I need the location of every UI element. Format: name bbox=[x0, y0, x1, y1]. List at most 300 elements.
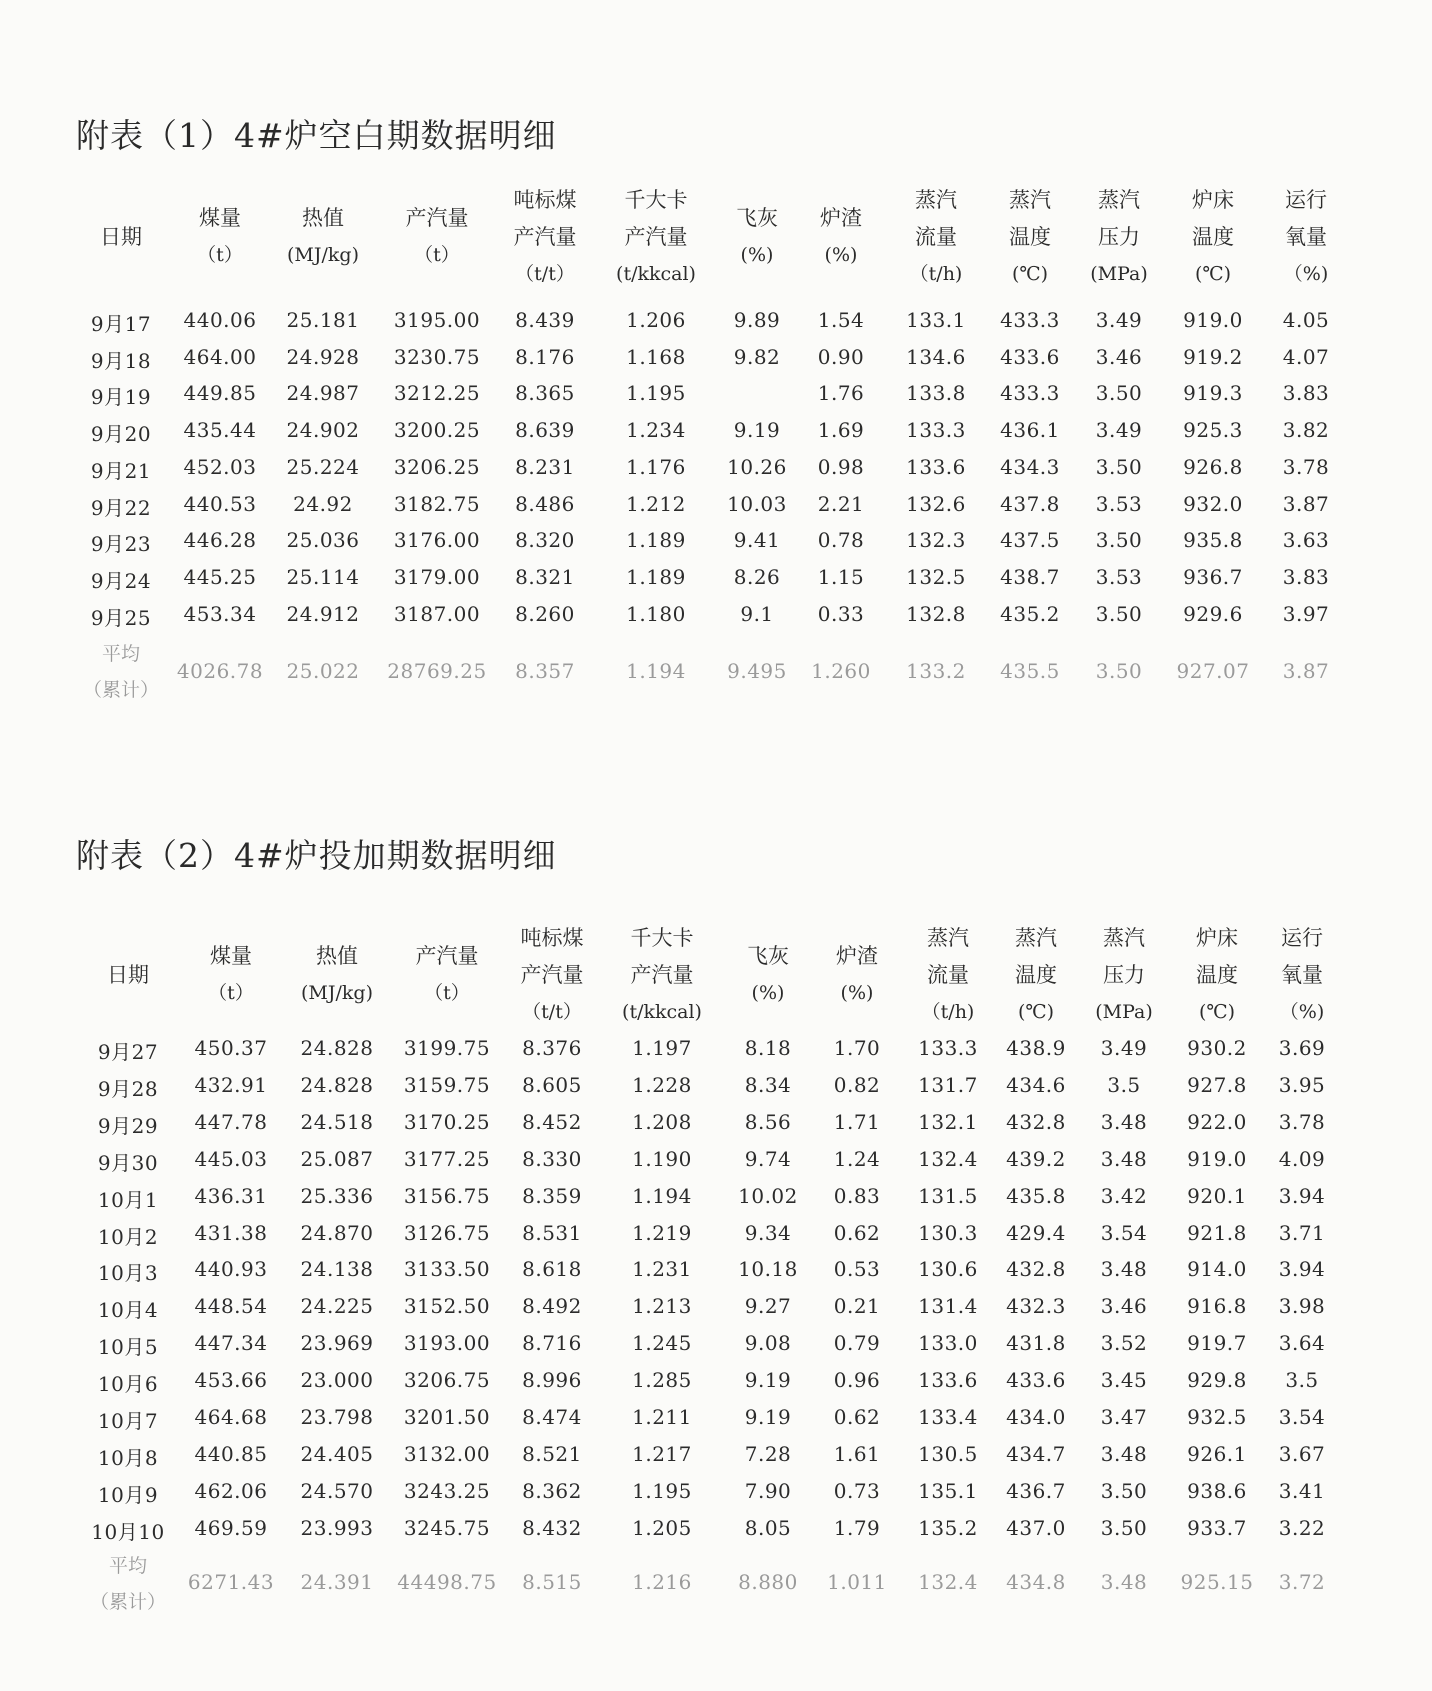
table-cell: 434.0 bbox=[1006, 1405, 1066, 1429]
table-cell: 3.45 bbox=[1100, 1368, 1148, 1393]
table-cell: 24.902 bbox=[286, 418, 360, 443]
table-cell: 130.5 bbox=[918, 1441, 978, 1466]
column-header bbox=[301, 938, 373, 1012]
table-cell: 919.2 bbox=[1183, 344, 1243, 369]
average-label-line: （累计） bbox=[89, 1591, 167, 1613]
average-cell: 133.2 bbox=[906, 659, 966, 683]
table-cell: 24.92 bbox=[293, 491, 353, 516]
table-cell: 0.62 bbox=[833, 1220, 881, 1245]
header-line: 温度 bbox=[1015, 963, 1057, 987]
average-label-line: （累计） bbox=[82, 679, 160, 701]
table-cell: 25.087 bbox=[300, 1146, 374, 1171]
header-line: （t/h) bbox=[921, 1001, 975, 1023]
table-cell: 0.33 bbox=[817, 601, 865, 626]
table-cell: 8.320 bbox=[515, 528, 575, 553]
row-date: 10月10 bbox=[91, 1519, 165, 1544]
table-cell: 3152.50 bbox=[403, 1294, 491, 1319]
table-cell: 469.59 bbox=[194, 1515, 268, 1540]
header-line: 产汽量 bbox=[415, 944, 479, 968]
table-cell: 8.260 bbox=[515, 601, 575, 626]
table-cell: 1.228 bbox=[632, 1072, 692, 1097]
table-cell: 429.4 bbox=[1006, 1220, 1066, 1245]
table-cell: 3.95 bbox=[1278, 1072, 1326, 1097]
table-cell: 8.330 bbox=[522, 1146, 582, 1171]
table-cell: 3.53 bbox=[1095, 564, 1143, 589]
table-cell: 0.79 bbox=[833, 1331, 881, 1356]
table-cell: 1.69 bbox=[817, 418, 865, 443]
table-cell: 447.34 bbox=[194, 1331, 268, 1356]
table-cell: 440.53 bbox=[183, 491, 257, 516]
table-cell: 132.1 bbox=[918, 1109, 978, 1134]
header-line: (%) bbox=[824, 244, 858, 266]
table-cell: 3.78 bbox=[1278, 1109, 1326, 1134]
table-cell: 919.0 bbox=[1183, 308, 1243, 332]
header-line: 煤量 bbox=[209, 944, 252, 968]
table-cell: 23.969 bbox=[300, 1331, 374, 1356]
header-line: 飞灰 bbox=[736, 206, 778, 230]
table-cell: 8.321 bbox=[515, 564, 575, 589]
table-cell: 3.46 bbox=[1100, 1294, 1148, 1319]
table-cell: 3212.25 bbox=[393, 381, 481, 406]
table-cell: 434.3 bbox=[1000, 454, 1060, 479]
header-line: 蒸汽 bbox=[1097, 188, 1140, 212]
table-cell: 926.8 bbox=[1183, 454, 1243, 479]
table-cell: 3.22 bbox=[1278, 1515, 1326, 1540]
header-line: 炉床 bbox=[1196, 926, 1238, 950]
header-line: 飞灰 bbox=[747, 944, 789, 968]
table-cell: 919.3 bbox=[1183, 381, 1243, 406]
column-header bbox=[736, 200, 778, 274]
table-cell: 3201.50 bbox=[403, 1405, 491, 1429]
table-cell: 3193.00 bbox=[403, 1331, 491, 1356]
table-cell: 432.8 bbox=[1006, 1257, 1066, 1282]
average-cell: 435.5 bbox=[1000, 659, 1060, 683]
table-cell: 8.605 bbox=[522, 1072, 582, 1097]
table-cell: 1.195 bbox=[626, 381, 686, 406]
header-line: 流量 bbox=[927, 963, 969, 987]
table-cell: 8.05 bbox=[744, 1515, 792, 1540]
table-cell: 8.439 bbox=[515, 308, 575, 332]
header-line: （t） bbox=[424, 982, 470, 1004]
header-line: 流量 bbox=[915, 225, 957, 249]
table-cell: 9.19 bbox=[744, 1405, 792, 1429]
table-cell: 1.71 bbox=[833, 1109, 881, 1134]
table-cell: 23.798 bbox=[300, 1405, 374, 1429]
table-cell: 8.18 bbox=[744, 1036, 792, 1060]
row-date: 9月27 bbox=[97, 1040, 159, 1064]
table-cell: 133.0 bbox=[918, 1331, 978, 1356]
row-date: 9月25 bbox=[90, 605, 152, 630]
average-cell: 44498.75 bbox=[397, 1570, 497, 1594]
average-cell: 8.515 bbox=[522, 1570, 582, 1594]
header-line: (℃) bbox=[1017, 1001, 1055, 1023]
table-cell: 3.46 bbox=[1095, 344, 1143, 369]
column-header bbox=[416, 938, 479, 1012]
column-header bbox=[100, 219, 142, 256]
table-cell: 8.231 bbox=[515, 454, 575, 479]
table-cell: 3.54 bbox=[1100, 1220, 1148, 1245]
table-cell: 434.7 bbox=[1006, 1441, 1066, 1466]
header-line: （t） bbox=[197, 244, 243, 266]
header-line: （t/t） bbox=[515, 263, 575, 285]
table-cell: 0.90 bbox=[817, 344, 865, 369]
table-cell: 8.176 bbox=[515, 344, 575, 369]
table-cell: 919.0 bbox=[1187, 1146, 1247, 1171]
column-header bbox=[747, 938, 789, 1012]
row-date: 9月29 bbox=[97, 1113, 159, 1138]
column-header bbox=[1095, 920, 1153, 1031]
column-header bbox=[406, 200, 469, 274]
table-cell: 3.47 bbox=[1100, 1405, 1148, 1429]
table-cell: 1.76 bbox=[817, 381, 865, 406]
table-cell: 8.376 bbox=[522, 1036, 582, 1060]
table-cell: 1.208 bbox=[632, 1109, 692, 1134]
table-cell: 431.8 bbox=[1006, 1331, 1066, 1356]
table-cell: 438.9 bbox=[1006, 1036, 1066, 1060]
average-cell: 9.495 bbox=[727, 659, 787, 683]
header-line: (t/kkcal) bbox=[622, 1001, 702, 1023]
table-cell: 1.231 bbox=[632, 1257, 692, 1282]
table-cell: 3170.25 bbox=[403, 1109, 491, 1134]
table-cell: 453.66 bbox=[194, 1368, 268, 1393]
header-line: （t/t） bbox=[522, 1001, 582, 1023]
table-cell: 8.474 bbox=[522, 1405, 582, 1429]
table-cell: 1.79 bbox=[833, 1515, 881, 1540]
header-line: 温度 bbox=[1196, 963, 1238, 987]
table-cell: 132.5 bbox=[906, 564, 966, 589]
row-date: 9月18 bbox=[90, 348, 152, 373]
table-cell: 24.138 bbox=[300, 1257, 374, 1282]
header-line: 运行 bbox=[1285, 188, 1327, 212]
table-cell: 10.26 bbox=[727, 454, 787, 479]
table-cell: 435.44 bbox=[183, 418, 257, 443]
column-header bbox=[836, 938, 878, 1012]
table-cell: 434.6 bbox=[1006, 1072, 1066, 1097]
header-line: （t） bbox=[414, 244, 460, 266]
row-date: 9月23 bbox=[90, 532, 152, 557]
table-cell: 432.91 bbox=[194, 1072, 268, 1097]
table-cell: 464.68 bbox=[194, 1405, 268, 1429]
column-header bbox=[197, 200, 243, 274]
table-cell: 3199.75 bbox=[403, 1036, 491, 1060]
table-cell: 24.518 bbox=[300, 1109, 374, 1134]
table-cell: 24.828 bbox=[300, 1036, 374, 1060]
table-cell: 133.1 bbox=[906, 308, 966, 332]
average-cell: 3.72 bbox=[1278, 1570, 1326, 1594]
column-header bbox=[616, 182, 696, 293]
average-cell: 434.8 bbox=[1006, 1570, 1066, 1594]
table-cell: 938.6 bbox=[1187, 1478, 1247, 1503]
table-cell: 3.5 bbox=[1285, 1368, 1319, 1393]
table-cell: 131.7 bbox=[918, 1072, 978, 1097]
table-cell: 933.7 bbox=[1187, 1515, 1247, 1540]
header-line: （t/h) bbox=[909, 263, 963, 285]
table-cell: 1.213 bbox=[632, 1294, 692, 1319]
row-date: 9月19 bbox=[90, 385, 152, 410]
table-cell: 8.362 bbox=[522, 1478, 582, 1503]
table-cell: 3.83 bbox=[1282, 381, 1330, 406]
table-cell: 3.48 bbox=[1100, 1441, 1148, 1466]
table-cell: 438.7 bbox=[1000, 564, 1060, 589]
table-cell: 1.176 bbox=[626, 454, 686, 479]
average-cell: 4026.78 bbox=[176, 659, 264, 683]
table-cell: 432.3 bbox=[1006, 1294, 1066, 1319]
table-cell: 25.114 bbox=[286, 564, 360, 589]
header-line: 蒸汽 bbox=[927, 926, 969, 950]
table-cell: 3.94 bbox=[1278, 1257, 1326, 1282]
table-cell: 3.50 bbox=[1095, 454, 1143, 479]
row-date: 9月17 bbox=[90, 312, 152, 336]
header-line: (t/kkcal) bbox=[616, 263, 696, 285]
row-date: 10月3 bbox=[97, 1261, 159, 1286]
table-cell: 132.4 bbox=[918, 1146, 978, 1171]
header-line: 千大卡 bbox=[630, 926, 694, 950]
table-cell: 9.74 bbox=[744, 1146, 792, 1171]
header-line: 产汽量 bbox=[513, 225, 577, 249]
header-line: 炉渣 bbox=[820, 206, 862, 230]
table-cell: 439.2 bbox=[1006, 1146, 1066, 1171]
table-cell: 3.69 bbox=[1278, 1036, 1326, 1060]
header-line: (℃) bbox=[1194, 263, 1232, 285]
row-date: 10月4 bbox=[97, 1298, 159, 1323]
row-date: 10月1 bbox=[97, 1187, 159, 1212]
average-label bbox=[90, 1548, 166, 1620]
row-date: 10月9 bbox=[97, 1482, 159, 1507]
table-cell: 9.41 bbox=[733, 528, 781, 553]
column-header bbox=[208, 938, 254, 1012]
table-cell: 3206.75 bbox=[403, 1368, 491, 1393]
column-header bbox=[1009, 182, 1051, 293]
table-cell: 9.19 bbox=[733, 418, 781, 443]
table-cell: 0.53 bbox=[833, 1257, 881, 1282]
table-cell: 3.71 bbox=[1278, 1220, 1326, 1245]
table-cell: 3.82 bbox=[1282, 418, 1330, 443]
table-cell: 431.38 bbox=[194, 1220, 268, 1245]
header-line: 炉床 bbox=[1192, 188, 1234, 212]
row-date: 10月8 bbox=[97, 1445, 159, 1470]
table-cell: 0.21 bbox=[833, 1294, 881, 1319]
table-cell: 3195.00 bbox=[393, 308, 481, 332]
table-cell: 0.82 bbox=[833, 1072, 881, 1097]
table-cell: 3182.75 bbox=[393, 491, 481, 516]
table-cell: 133.3 bbox=[918, 1036, 978, 1060]
table-cell: 935.8 bbox=[1183, 528, 1243, 553]
row-date: 9月21 bbox=[90, 458, 152, 483]
average-cell: 927.07 bbox=[1176, 659, 1250, 683]
table-cell: 7.28 bbox=[744, 1441, 792, 1466]
row-date: 10月6 bbox=[97, 1372, 159, 1397]
table-cell: 916.8 bbox=[1187, 1294, 1247, 1319]
table-cell: 7.90 bbox=[744, 1478, 792, 1503]
table-cell: 24.570 bbox=[300, 1478, 374, 1503]
header-line: 产汽量 bbox=[405, 206, 469, 230]
table-cell: 10.03 bbox=[727, 491, 787, 516]
table-cell: 1.197 bbox=[632, 1036, 692, 1060]
table-cell: 920.1 bbox=[1187, 1183, 1247, 1208]
table-cell: 1.61 bbox=[833, 1441, 881, 1466]
column-header bbox=[107, 957, 149, 994]
row-date: 9月30 bbox=[97, 1150, 159, 1175]
column-header bbox=[910, 182, 963, 293]
table-cell: 925.3 bbox=[1183, 418, 1243, 443]
average-cell: 925.15 bbox=[1180, 1570, 1254, 1594]
table-cell: 4.07 bbox=[1282, 344, 1330, 369]
table-cell: 0.98 bbox=[817, 454, 865, 479]
table-cell: 919.7 bbox=[1187, 1331, 1247, 1356]
table-cell: 3176.00 bbox=[393, 528, 481, 553]
header-line: (MJ/kg) bbox=[301, 982, 373, 1004]
table-cell: 8.56 bbox=[744, 1109, 792, 1134]
table-cell: 130.3 bbox=[918, 1220, 978, 1245]
header-line: 运行 bbox=[1281, 926, 1323, 950]
table-cell: 3.67 bbox=[1278, 1441, 1326, 1466]
table-cell: 0.96 bbox=[833, 1368, 881, 1393]
table-cell: 9.89 bbox=[733, 308, 781, 332]
table-cell: 8.34 bbox=[744, 1072, 792, 1097]
table-cell: 3.48 bbox=[1100, 1257, 1148, 1282]
table-cell: 3.50 bbox=[1100, 1478, 1148, 1503]
table-cell: 23.993 bbox=[300, 1515, 374, 1540]
column-header bbox=[922, 920, 975, 1031]
table-cell: 1.194 bbox=[632, 1183, 692, 1208]
table-cell: 1.54 bbox=[817, 308, 865, 332]
table-cell: 3156.75 bbox=[403, 1183, 491, 1208]
table-cell: 927.8 bbox=[1187, 1072, 1247, 1097]
header-line: (MPa) bbox=[1090, 263, 1148, 285]
average-cell: 132.4 bbox=[918, 1570, 978, 1594]
table-cell: 3159.75 bbox=[403, 1072, 491, 1097]
header-line: 千大卡 bbox=[624, 188, 688, 212]
table-cell: 436.31 bbox=[194, 1183, 268, 1208]
table-cell: 1.180 bbox=[626, 601, 686, 626]
table-cell: 134.6 bbox=[906, 344, 966, 369]
table-cell: 24.928 bbox=[286, 344, 360, 369]
average-label-line: 平均 bbox=[101, 643, 141, 665]
header-line: 蒸汽 bbox=[915, 188, 957, 212]
header-line: (%) bbox=[740, 244, 774, 266]
table-cell: 1.189 bbox=[626, 564, 686, 589]
table-cell: 3.94 bbox=[1278, 1183, 1326, 1208]
table-cell: 3.63 bbox=[1282, 528, 1330, 553]
table-cell: 929.8 bbox=[1187, 1368, 1247, 1393]
table-cell: 440.93 bbox=[194, 1257, 268, 1282]
table-cell: 24.405 bbox=[300, 1441, 374, 1466]
table-cell: 432.8 bbox=[1006, 1109, 1066, 1134]
average-cell: 1.260 bbox=[811, 659, 871, 683]
header-line: 压力 bbox=[1097, 225, 1140, 249]
table-cell: 3133.50 bbox=[403, 1257, 491, 1282]
table-cell: 3.49 bbox=[1100, 1036, 1148, 1060]
header-line: 炉渣 bbox=[836, 944, 878, 968]
header-line: 氧量 bbox=[1285, 225, 1327, 249]
table-cell: 8.26 bbox=[733, 564, 781, 589]
table-cell: 3.53 bbox=[1095, 491, 1143, 516]
table-cell: 1.195 bbox=[632, 1478, 692, 1503]
row-date: 10月5 bbox=[97, 1335, 159, 1360]
header-line: (℃) bbox=[1011, 263, 1049, 285]
header-line: 热值 bbox=[301, 206, 344, 230]
header-line: （%) bbox=[1279, 1001, 1325, 1023]
average-cell: 3.48 bbox=[1100, 1570, 1148, 1594]
column-header bbox=[1280, 920, 1324, 1031]
row-date: 9月24 bbox=[90, 568, 152, 593]
table-cell: 8.365 bbox=[515, 381, 575, 406]
table-cell: 9.82 bbox=[733, 344, 781, 369]
table-cell: 437.0 bbox=[1006, 1515, 1066, 1540]
table-cell: 24.912 bbox=[286, 601, 360, 626]
header-line: （t） bbox=[208, 982, 254, 1004]
average-cell: 28769.25 bbox=[387, 659, 487, 683]
table-cell: 447.78 bbox=[194, 1109, 268, 1134]
table-cell: 3230.75 bbox=[393, 344, 481, 369]
table-cell: 0.83 bbox=[833, 1183, 881, 1208]
table-cell: 932.5 bbox=[1187, 1405, 1247, 1429]
table-cell: 24.870 bbox=[300, 1220, 374, 1245]
table-cell: 932.0 bbox=[1183, 491, 1243, 516]
table-cell: 4.09 bbox=[1278, 1146, 1326, 1171]
table1-title: 附表（1）4#炉空白期数据明细 bbox=[76, 116, 557, 155]
table-cell: 1.15 bbox=[817, 564, 865, 589]
row-date: 9月20 bbox=[90, 422, 152, 447]
table-cell: 25.224 bbox=[286, 454, 360, 479]
table-cell: 450.37 bbox=[194, 1036, 268, 1060]
table-cell: 8.521 bbox=[522, 1441, 582, 1466]
table-cell: 10.18 bbox=[738, 1257, 798, 1282]
table-cell: 8.359 bbox=[522, 1183, 582, 1208]
header-line: 产汽量 bbox=[624, 225, 688, 249]
row-date: 9月22 bbox=[90, 495, 152, 520]
table-cell: 25.181 bbox=[286, 308, 360, 332]
table-cell: 1.168 bbox=[626, 344, 686, 369]
table-cell: 3.48 bbox=[1100, 1109, 1148, 1134]
table-cell: 436.7 bbox=[1006, 1478, 1066, 1503]
average-cell: 1.011 bbox=[827, 1570, 887, 1594]
table-cell: 1.217 bbox=[632, 1441, 692, 1466]
table-cell: 8.492 bbox=[522, 1294, 582, 1319]
table-cell: 3.50 bbox=[1095, 381, 1143, 406]
column-header bbox=[1192, 182, 1234, 293]
table-cell: 25.336 bbox=[300, 1183, 374, 1208]
table-cell: 437.8 bbox=[1000, 491, 1060, 516]
table-cell: 9.08 bbox=[744, 1331, 792, 1356]
table-cell: 435.8 bbox=[1006, 1183, 1066, 1208]
table-cell: 132.3 bbox=[906, 528, 966, 553]
table-cell: 1.219 bbox=[632, 1220, 692, 1245]
header-line: (MJ/kg) bbox=[287, 244, 359, 266]
table-cell: 446.28 bbox=[183, 528, 257, 553]
table-cell: 131.4 bbox=[918, 1294, 978, 1319]
column-header bbox=[1090, 182, 1148, 293]
table-cell: 445.03 bbox=[194, 1146, 268, 1171]
row-date: 10月7 bbox=[97, 1409, 159, 1433]
table-cell: 9.1 bbox=[740, 601, 774, 626]
table-cell: 3.98 bbox=[1278, 1294, 1326, 1319]
column-header bbox=[287, 200, 359, 274]
table-cell: 1.285 bbox=[632, 1368, 692, 1393]
table-cell: 132.8 bbox=[906, 601, 966, 626]
header-line: 压力 bbox=[1102, 963, 1145, 987]
table-cell: 1.211 bbox=[632, 1405, 692, 1429]
table-cell: 1.206 bbox=[626, 308, 686, 332]
header-line: 蒸汽 bbox=[1015, 926, 1057, 950]
table-cell: 922.0 bbox=[1187, 1109, 1247, 1134]
table-cell: 3132.00 bbox=[403, 1441, 491, 1466]
table-cell: 8.639 bbox=[515, 418, 575, 443]
average-cell: 8.357 bbox=[515, 659, 575, 683]
table-cell: 449.85 bbox=[183, 381, 257, 406]
header-line: 煤量 bbox=[198, 206, 241, 230]
row-date: 10月2 bbox=[97, 1224, 159, 1249]
